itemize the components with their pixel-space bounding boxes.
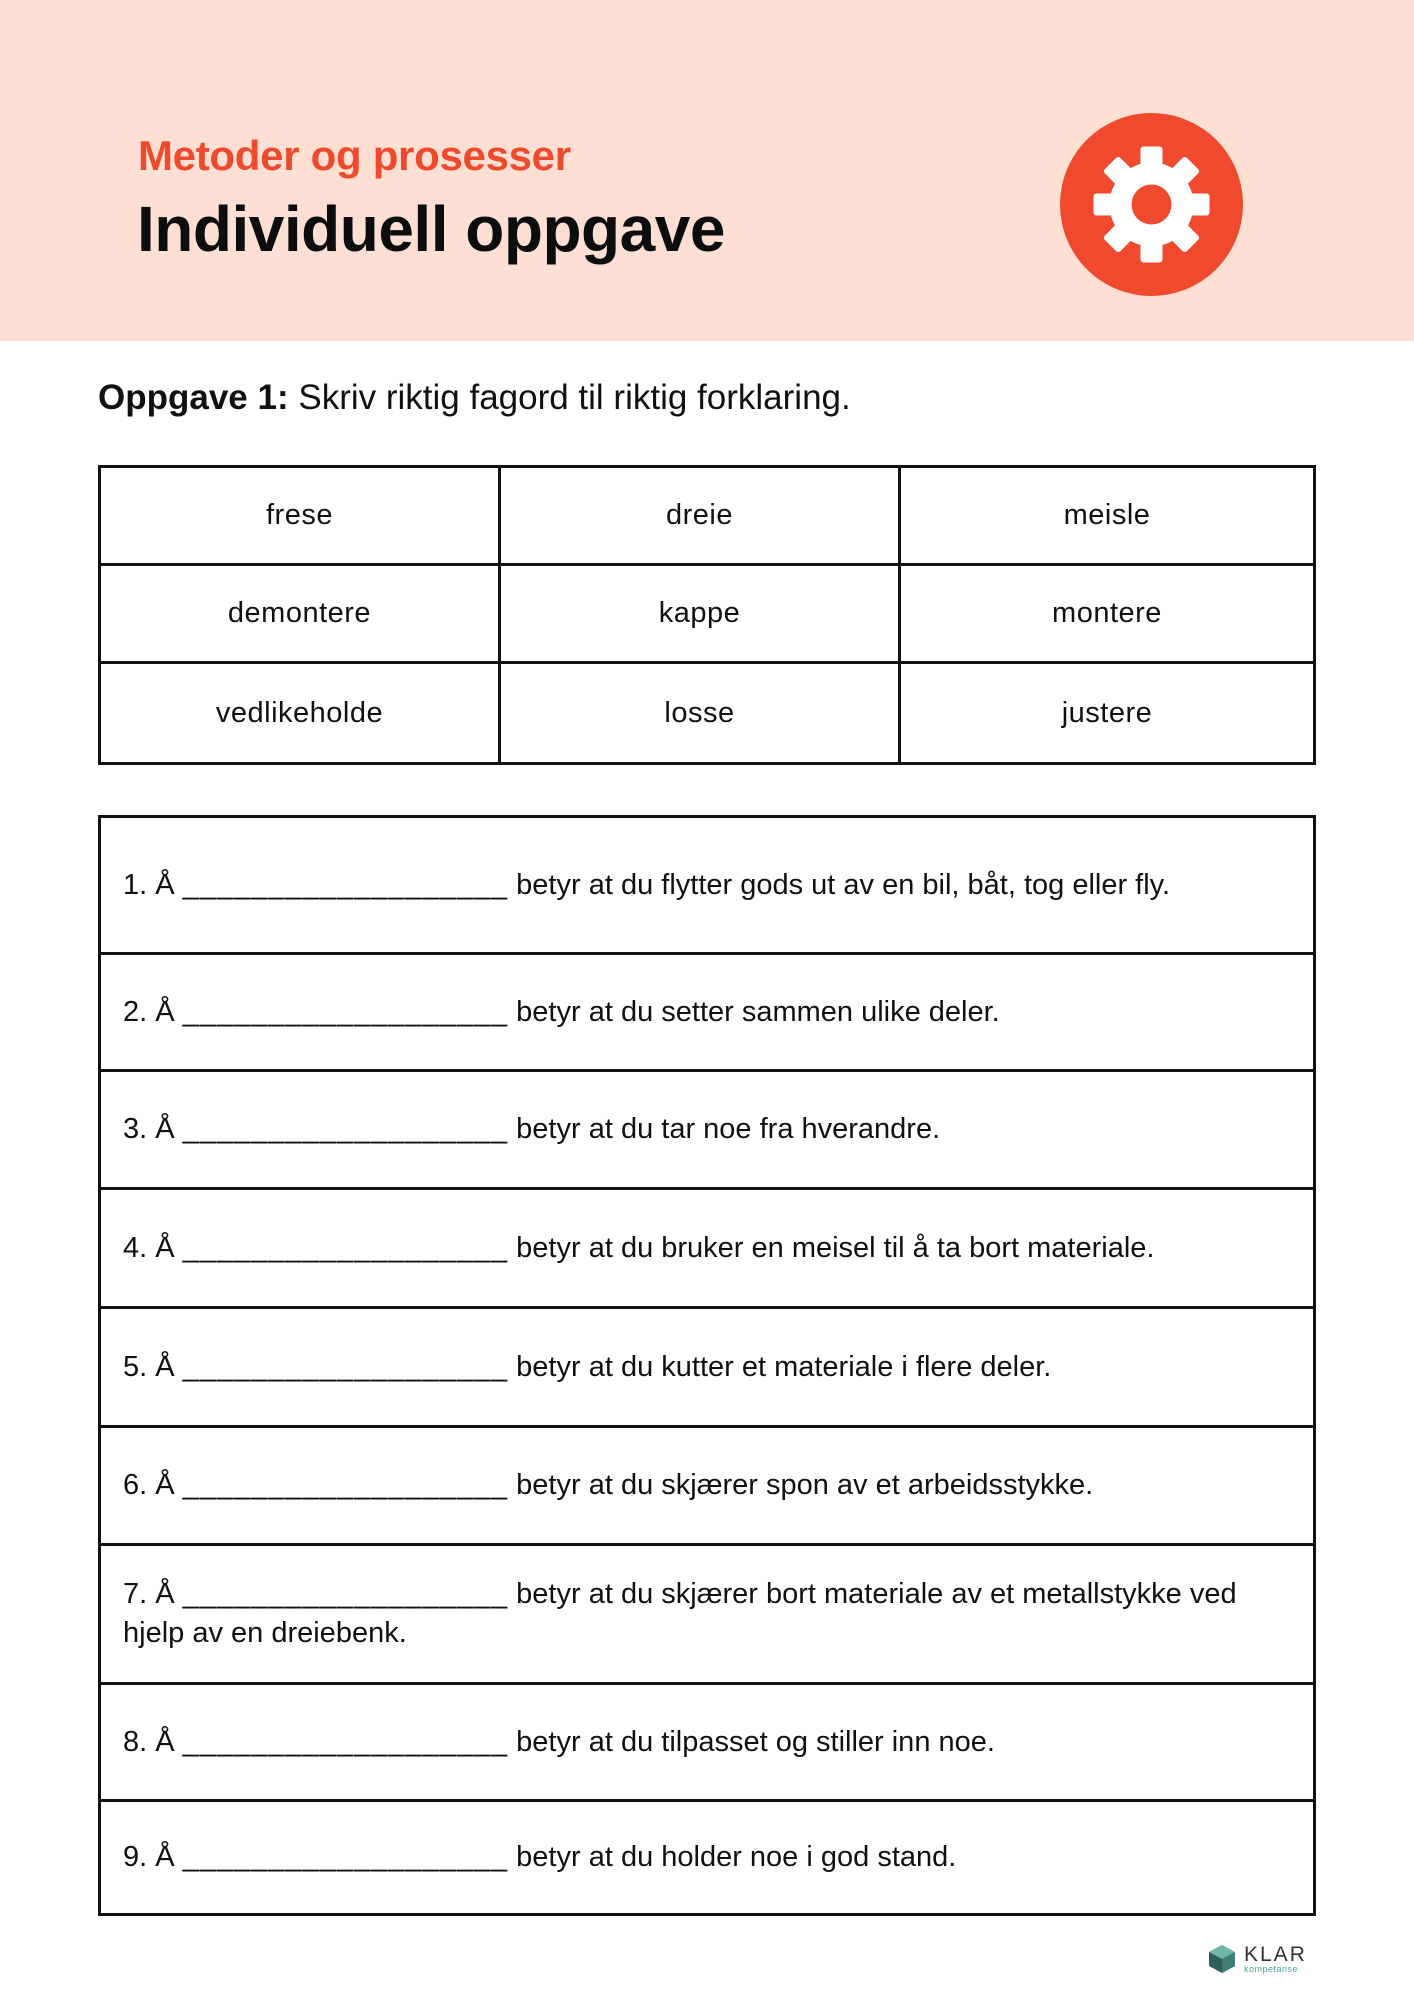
sentence-text: betyr at du skjærer bort materiale av et metallstykke ved hjelp av en dreiebenk. <box>123 1578 1237 1649</box>
sentence-number: 2. Å <box>123 995 175 1028</box>
header-banner <box>0 0 1414 341</box>
sentence-text: betyr at du kutter et materiale i flere deler. <box>516 1350 1052 1383</box>
sentence-text: betyr at du bruker en meisel til å ta bort materiale. <box>516 1231 1155 1264</box>
sentence-number: 4. Å <box>123 1231 175 1264</box>
word-bank-cell: dreie <box>501 468 901 566</box>
sentence-row <box>101 1546 1313 1685</box>
answer-blank[interactable]: ___________________ <box>182 1231 509 1264</box>
word-bank-cell: kappe <box>501 566 901 664</box>
sentence-row <box>101 818 1313 955</box>
page-subtitle: Metoder og prosesser <box>138 132 571 179</box>
page-title: Individuell oppgave <box>137 193 725 265</box>
word-bank-cell: montere <box>901 566 1313 664</box>
answer-blank[interactable]: ___________________ <box>182 1113 509 1145</box>
sentence-number: 1. Å <box>123 868 175 901</box>
sentence-text: betyr at du skjærer spon av et arbeidsstykke. <box>516 1469 1094 1501</box>
answer-blank[interactable]: ___________________ <box>182 1725 509 1758</box>
sentence-number: 9. Å <box>123 1841 175 1873</box>
answer-blank[interactable]: ___________________ <box>182 1578 509 1610</box>
word-bank-cell: frese <box>101 468 501 566</box>
word-bank-cell: justere <box>1061 696 1153 729</box>
sentence-row <box>101 1428 1313 1546</box>
gear-icon <box>1060 113 1243 296</box>
word-bank-cell: demontere <box>101 566 501 664</box>
sentence-number: 7. Å <box>123 1578 175 1610</box>
sentence-number: 5. Å <box>123 1350 175 1383</box>
sentence-text: betyr at du setter sammen ulike deler. <box>516 995 1000 1028</box>
hexagon-logo-icon <box>1208 1944 1236 1974</box>
sentence-text: betyr at du tilpasset og stiller inn noe. <box>516 1725 995 1758</box>
word-bank-cell: losse <box>501 664 901 762</box>
word-bank-cell: meisle <box>901 468 1313 566</box>
task-text: Skriv riktig fagord til riktig forklaring. <box>298 378 851 417</box>
word-bank-table <box>98 465 1316 765</box>
sentence-row <box>101 1802 1313 1913</box>
klar-logo <box>1208 1944 1307 1974</box>
logo-name: KLAR <box>1244 1943 1307 1966</box>
sentence-row <box>101 1309 1313 1428</box>
sentence-number: 6. Å <box>123 1469 175 1501</box>
sentence-text: betyr at du flytter gods ut av en bil, båt, tog eller fly. <box>516 868 1171 901</box>
logo-subtitle: kompetanse <box>1244 1964 1299 1974</box>
sentence-row <box>101 955 1313 1072</box>
sentence-table <box>98 815 1316 1916</box>
word-bank-cell: vedlikeholde <box>101 664 501 762</box>
answer-blank[interactable]: ___________________ <box>182 1841 509 1873</box>
sentence-row <box>101 1190 1313 1309</box>
task-instruction <box>98 378 851 418</box>
sentence-number: 3. Å <box>123 1113 175 1145</box>
sentence-text: betyr at du tar noe fra hverandre. <box>516 1113 941 1145</box>
answer-blank[interactable]: ___________________ <box>182 868 509 901</box>
sentence-row <box>101 1685 1313 1802</box>
answer-blank[interactable]: ___________________ <box>182 1469 509 1501</box>
answer-blank[interactable]: ___________________ <box>182 995 509 1028</box>
task-label: Oppgave 1: <box>98 378 289 417</box>
answer-blank[interactable]: ___________________ <box>182 1350 509 1383</box>
sentence-text: betyr at du holder noe i god stand. <box>516 1841 957 1873</box>
sentence-number: 8. Å <box>123 1725 175 1758</box>
sentence-row <box>101 1072 1313 1190</box>
